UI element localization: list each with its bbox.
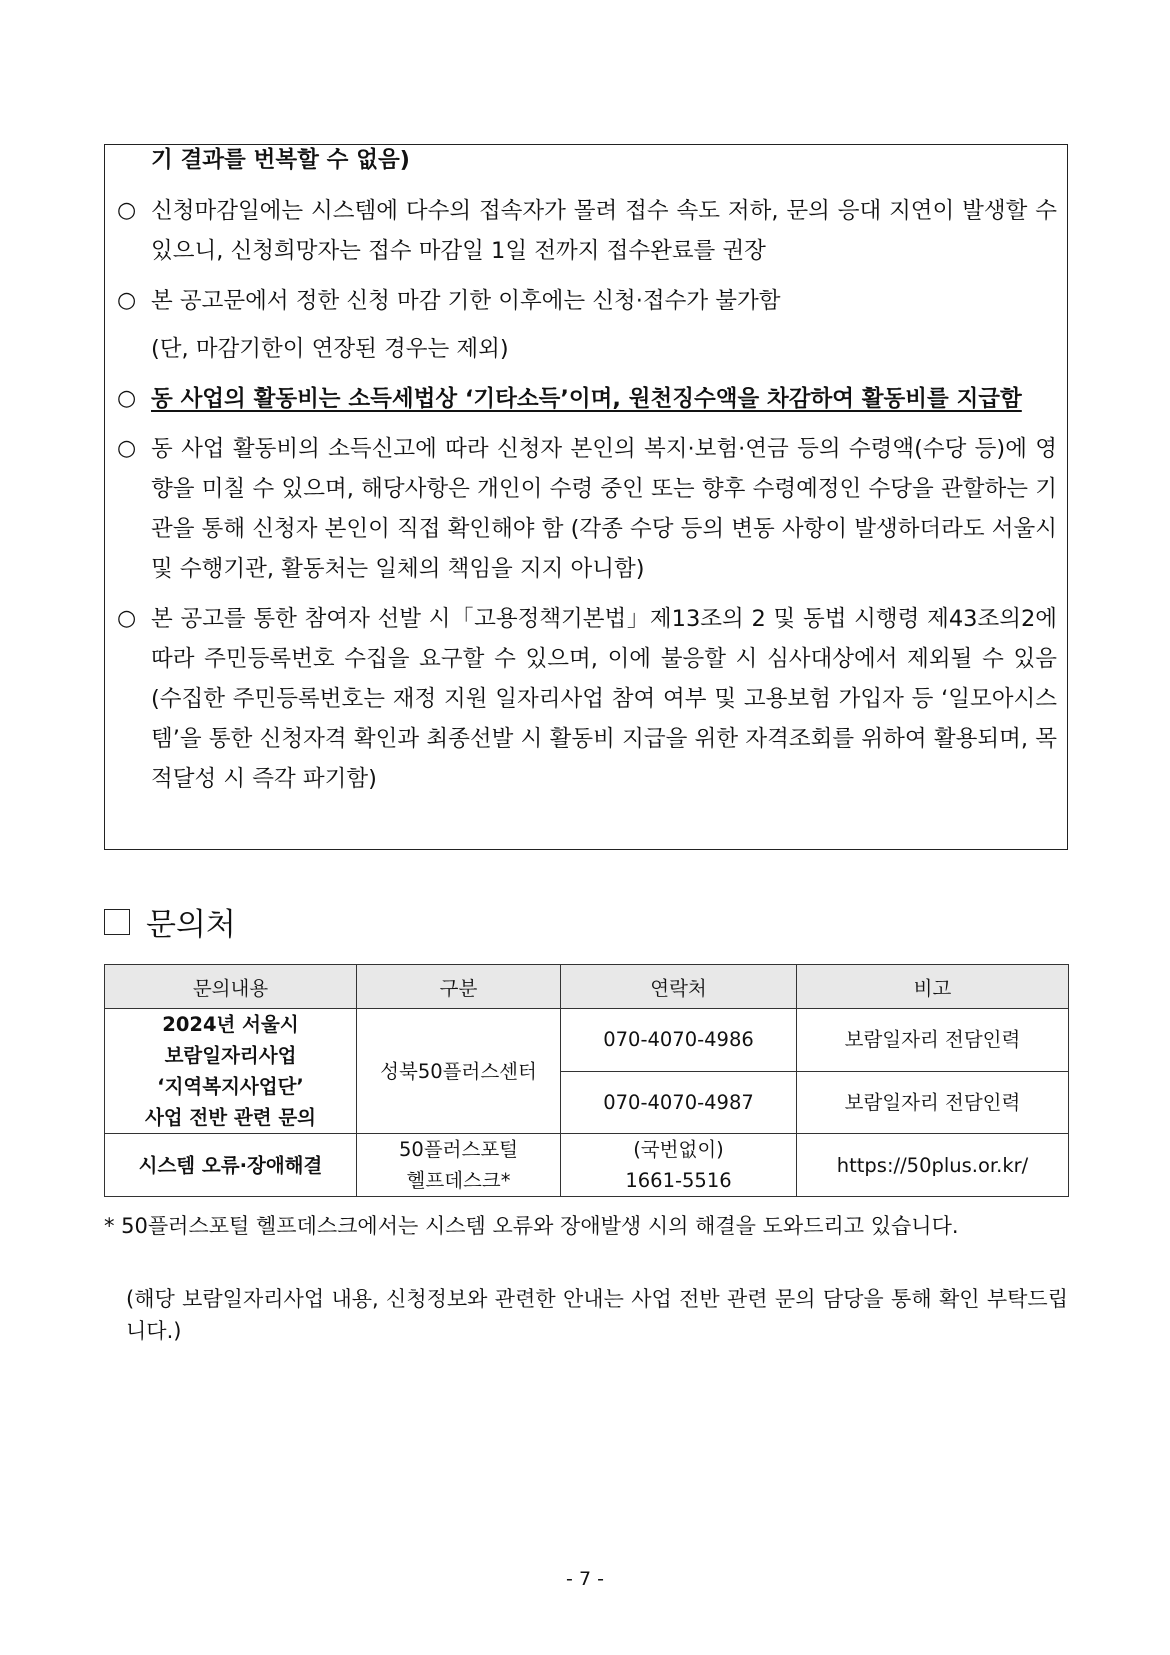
phone-cell: 070-4070-4986 [561,1009,797,1072]
notice-box [104,144,1068,850]
table-row [105,1009,1069,1072]
column-header-division: 구분 [357,965,561,1009]
notice-item-text: 본 공고를 통한 참여자 선발 시「고용정책기본법」제13조의 2 및 동법 시행령 제43조의2에 따라 주민등록번호 수집을 요구할 수 있으며, 이에 불응할 시 심사대상에서 제외될 수 있음 (수집한 주민등록번호는 재정 지원 일자리사업 참여 여부 및 고용보험 가입자 등 ‘일모아시스템’을 통한 신청자격 확인과 최종선발 시 활동비 지급을 위한 자격조회를 위하여 활용되며, 목적달성 시 즉각 파기함) [151,606,1057,792]
division-cell [357,1134,561,1197]
circle-bullet-icon: ○ [117,606,137,631]
notice-item [117,429,1057,589]
phone-cell: 070-4070-4987 [561,1071,797,1134]
footnote-helpdesk: * 50플러스포털 헬프데스크에서는 시스템 오류와 장애발생 시의 해결을 도와드리고 있습니다. [104,1214,959,1238]
page-number: - 7 - [566,1568,604,1590]
contact-section-heading [104,899,236,944]
contact-table [104,964,1069,1197]
phone-line: (국번없이) [633,1138,724,1161]
inquiry-general-cell [105,1009,357,1134]
notice-item-text: 신청마감일에는 시스템에 다수의 접속자가 몰려 접수 속도 저하, 문의 응대 지연이 발생할 수 있으니, 신청희망자는 접수 마감일 1일 전까지 접수완료를 권장 [151,198,1057,264]
inquiry-line: 사업 전반 관련 문의 [144,1106,317,1129]
circle-bullet-icon: ○ [117,198,137,223]
circle-bullet-icon: ○ [117,436,137,461]
note-cell: 보람일자리 전담인력 [797,1009,1069,1072]
column-header-contact: 연락처 [561,965,797,1009]
division-cell: 성북50플러스센터 [357,1009,561,1134]
note-cell: 보람일자리 전담인력 [797,1071,1069,1134]
inquiry-line: ‘지역복지사업단’ [157,1075,304,1098]
notice-item-emphasis [117,379,1057,419]
notice-item-continuation: (단, 마감기한이 연장된 경우는 제외) [151,336,509,362]
circle-bullet-icon: ○ [117,288,137,313]
circle-bullet-icon: ○ [117,386,137,411]
website-link[interactable]: https://50plus.or.kr/ [797,1134,1069,1197]
inquiry-line: 2024년 서울시 [162,1013,299,1036]
inquiry-system-cell: 시스템 오류·장애해결 [105,1134,357,1197]
division-line: 50플러스포털 [399,1138,518,1161]
square-checkbox-icon [104,909,130,935]
notice-item [117,191,1057,271]
column-header-inquiry: 문의내용 [105,965,357,1009]
notice-item [117,281,1057,321]
notice-item-text: 본 공고문에서 정한 신청 마감 기한 이후에는 신청·접수가 불가함 [151,288,781,314]
notice-item-text: 동 사업 활동비의 소득신고에 따라 신청자 본인의 복지·보험·연금 등의 수령액(수당 등)에 영향을 미칠 수 있으며, 해당사항은 개인이 수령 중인 또는 향후 수령예정인 수당을 관할하는 기관을 통해 신청자 본인이 직접 확인해야 함 (각종 수당 등의 변동 사항이 발생하더라도 서울시 및 수행기관, 활동처는 일체의 책임을 지지 아니함) [151,436,1057,582]
table-header-row [105,965,1069,1009]
contact-heading-text: 문의처 [146,907,236,943]
column-header-note: 비고 [797,965,1069,1009]
phone-cell [561,1134,797,1197]
phone-line: 1661-5516 [625,1169,732,1192]
notice-item-text: 동 사업의 활동비는 소득세법상 ‘기타소득’이며, 원천징수액을 차감하여 활동비를 지급함 [151,386,1022,412]
division-line: 헬프데스크* [406,1169,511,1192]
footnote-inquiry-guide: (해당 보람일자리사업 내용, 신청정보와 관련한 안내는 사업 전반 관련 문의 담당을 통해 확인 부탁드립니다.) [126,1287,1068,1343]
table-row [105,1134,1069,1197]
inquiry-line: 보람일자리사업 [164,1044,297,1067]
notice-item [117,599,1057,799]
notice-first-line: 기 결과를 번복할 수 없음) [151,147,410,173]
